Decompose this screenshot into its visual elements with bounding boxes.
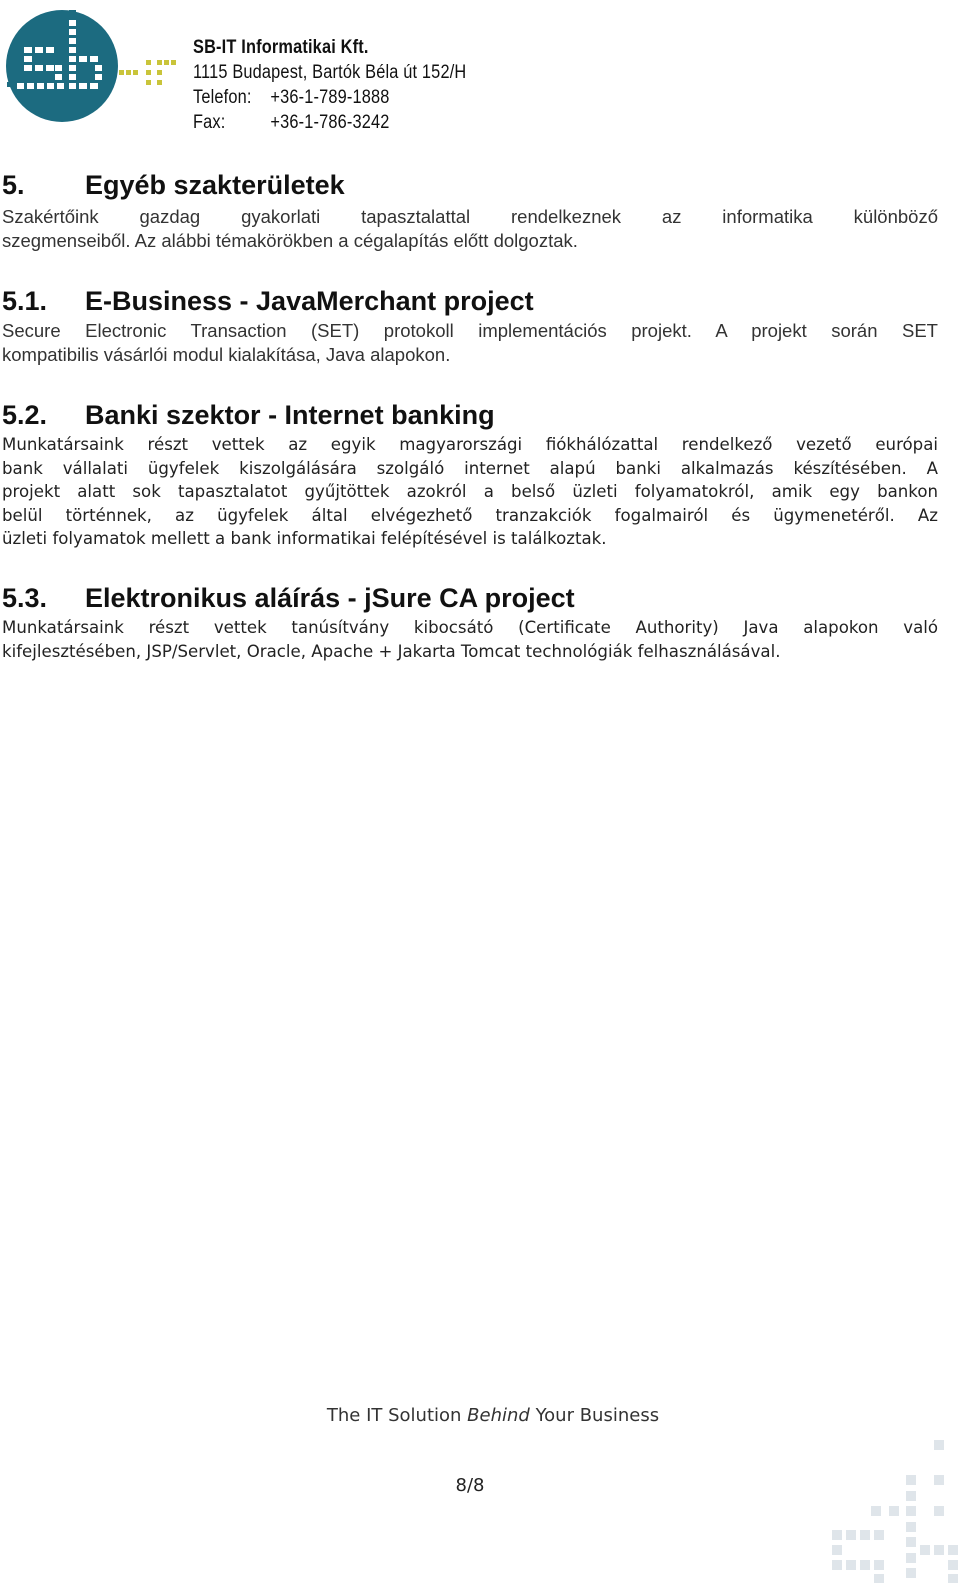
phone-number: +36-1-789-1888 <box>270 87 390 108</box>
footer-tagline <box>0 1405 960 1426</box>
paragraph-line: kifejlesztésében, JSP/Servlet, Oracle, Apache + Jakarta Tomcat technológiák felhasználásával. <box>2 641 781 661</box>
company-address: 1115 Budapest, Bartók Béla út 152/H <box>193 62 467 83</box>
paragraph-line: belül történnek, az ügyfelek által elvégezhető tranzakciók fogalmairól és ügymenetéről. Az <box>2 505 938 525</box>
fax-number: +36-1-786-3242 <box>270 112 390 133</box>
section-heading <box>2 400 495 431</box>
tagline-emphasis: Behind <box>467 1405 530 1426</box>
section-paragraph <box>2 319 938 366</box>
section-heading <box>2 286 534 317</box>
section-title: Elektronikus aláírás - jSure CA project <box>85 583 575 613</box>
phone-row <box>193 87 390 109</box>
fax-label: Fax: <box>193 112 226 133</box>
paragraph-line: bank vállalati ügyfelek kiszolgálására szolgáló internet alapú banki alkalmazás készítésében. A <box>2 458 938 478</box>
section-title: E-Business - JavaMerchant project <box>85 286 534 316</box>
company-logo <box>2 4 182 122</box>
fax-row <box>193 112 390 134</box>
paragraph-line: kompatibilis vásárlói modul kialakítása, Java alapokon. <box>2 343 451 365</box>
paragraph-line: szegmenseiből. Az alábbi témakörökben a cégalapítás előtt dolgoztak. <box>2 229 578 251</box>
paragraph-line: projekt alatt sok tapasztalatot gyűjtöttek azokról a belső üzleti folyamatokról, amik egy bankon <box>2 482 938 501</box>
tagline-text-end: Your Business <box>529 1405 660 1426</box>
tagline-text: The IT Solution <box>326 1405 468 1426</box>
paragraph-line: üzleti folyamatok mellett a bank informatikai felépítésével is találkoztak. <box>2 529 607 548</box>
section-paragraph <box>2 433 938 551</box>
section-paragraph <box>2 616 938 663</box>
section-number: 5. <box>2 170 25 200</box>
section-paragraph <box>2 205 938 252</box>
paragraph-line: Szakértőink gazdag gyakorlati tapasztalattal rendelkeznek az informatika különböző <box>2 206 938 227</box>
section-heading <box>2 170 345 201</box>
page-number: 8/8 <box>455 1475 485 1496</box>
paragraph-line: Munkatársaink részt vettek az egyik magyarországi fiókhálózattal rendelkező vezető európai <box>2 435 938 454</box>
decorative-pixel-pattern <box>820 1440 960 1583</box>
section-number: 5.3. <box>2 583 48 613</box>
section-number: 5.2. <box>2 400 48 430</box>
paragraph-line: Munkatársaink részt vettek tanúsítvány kibocsátó (Certificate Authority) Java alapokon való <box>2 618 938 637</box>
phone-label: Telefon: <box>193 87 252 108</box>
section-heading <box>2 583 575 614</box>
section-title: Egyéb szakterületek <box>85 170 345 200</box>
paragraph-line: Secure Electronic Transaction (SET) protokoll implementációs projekt. A projekt során SET <box>2 320 938 341</box>
section-number: 5.1. <box>2 286 48 316</box>
company-name: SB-IT Informatikai Kft. <box>193 37 369 58</box>
section-title: Banki szektor - Internet banking <box>85 400 495 430</box>
